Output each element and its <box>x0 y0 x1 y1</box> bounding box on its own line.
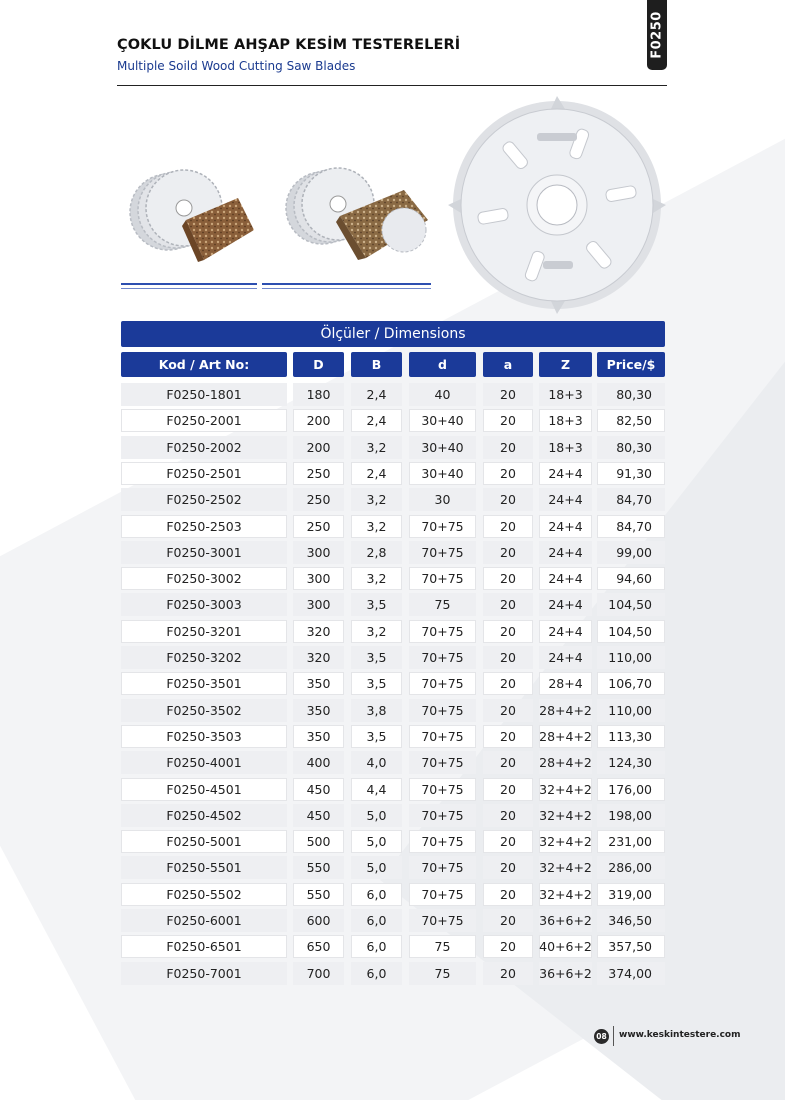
table-cell-z-teeth: 18+3 <box>539 436 592 459</box>
table-cell-d-bore: 70+75 <box>409 909 476 932</box>
table-cell-code: F0250-4501 <box>121 778 287 801</box>
page-number: 08 <box>594 1029 609 1044</box>
table-cell-d-bore: 70+75 <box>409 830 476 853</box>
table-cell-price: 104,50 <box>597 593 665 616</box>
column-header-a: a <box>483 352 533 377</box>
table-cell-d-outer: 300 <box>293 541 344 564</box>
table-cell-code: F0250-5502 <box>121 883 287 906</box>
table-cell-a: 20 <box>483 462 533 485</box>
table-cell-b-thickness: 2,4 <box>351 462 402 485</box>
table-cell-price: 231,00 <box>597 830 665 853</box>
table-cell-price: 104,50 <box>597 620 665 643</box>
table-cell-d-outer: 300 <box>293 567 344 590</box>
product-image-saw-stack-2 <box>278 150 433 265</box>
column-header-price: Price/$ <box>597 352 665 377</box>
table-cell-a: 20 <box>483 515 533 538</box>
dimensions-banner: Ölçüler / Dimensions <box>121 321 665 347</box>
table-cell-price: 124,30 <box>597 751 665 774</box>
table-cell-z-teeth: 32+4+2 <box>539 883 592 906</box>
table-cell-d-outer: 700 <box>293 962 344 985</box>
table-cell-a: 20 <box>483 620 533 643</box>
table-cell-d-bore: 70+75 <box>409 672 476 695</box>
table-cell-price: 91,30 <box>597 462 665 485</box>
table-cell-a: 20 <box>483 593 533 616</box>
table-cell-code: F0250-3501 <box>121 672 287 695</box>
table-cell-price: 110,00 <box>597 699 665 722</box>
table-cell-b-thickness: 6,0 <box>351 883 402 906</box>
table-cell-code: F0250-3003 <box>121 593 287 616</box>
table-cell-z-teeth: 28+4+2 <box>539 751 592 774</box>
table-cell-a: 20 <box>483 883 533 906</box>
table-cell-z-teeth: 24+4 <box>539 620 592 643</box>
table-cell-b-thickness: 3,5 <box>351 725 402 748</box>
table-cell-d-outer: 320 <box>293 620 344 643</box>
table-cell-z-teeth: 28+4 <box>539 672 592 695</box>
table-cell-price: 198,00 <box>597 804 665 827</box>
table-cell-d-bore: 75 <box>409 962 476 985</box>
table-cell-d-bore: 30+40 <box>409 462 476 485</box>
table-cell-z-teeth: 24+4 <box>539 462 592 485</box>
table-cell-d-bore: 70+75 <box>409 646 476 669</box>
table-cell-code: F0250-3202 <box>121 646 287 669</box>
table-cell-b-thickness: 6,0 <box>351 962 402 985</box>
table-cell-z-teeth: 24+4 <box>539 488 592 511</box>
table-cell-code: F0250-7001 <box>121 962 287 985</box>
table-cell-b-thickness: 3,5 <box>351 593 402 616</box>
table-cell-b-thickness: 3,2 <box>351 488 402 511</box>
table-cell-a: 20 <box>483 567 533 590</box>
table-cell-b-thickness: 3,8 <box>351 699 402 722</box>
table-cell-code: F0250-3201 <box>121 620 287 643</box>
table-cell-z-teeth: 24+4 <box>539 567 592 590</box>
table-cell-a: 20 <box>483 935 533 958</box>
table-cell-z-teeth: 40+6+2 <box>539 935 592 958</box>
table-cell-code: F0250-2503 <box>121 515 287 538</box>
header-divider <box>117 85 667 86</box>
table-cell-code: F0250-2001 <box>121 409 287 432</box>
column-header-d-bore: d <box>409 352 476 377</box>
product-code: F0250 <box>649 11 665 59</box>
table-cell-price: 80,30 <box>597 383 665 406</box>
table-cell-b-thickness: 3,5 <box>351 672 402 695</box>
table-cell-d-bore: 70+75 <box>409 725 476 748</box>
table-cell-z-teeth: 24+4 <box>539 515 592 538</box>
page-title: ÇOKLU DİLME AHŞAP KESİM TESTERELERİ <box>117 37 461 53</box>
table-cell-b-thickness: 6,0 <box>351 935 402 958</box>
table-cell-b-thickness: 6,0 <box>351 909 402 932</box>
image-underline <box>121 283 257 285</box>
table-cell-price: 84,70 <box>597 515 665 538</box>
table-cell-d-bore: 70+75 <box>409 778 476 801</box>
table-cell-a: 20 <box>483 725 533 748</box>
table-cell-price: 84,70 <box>597 488 665 511</box>
table-cell-d-outer: 200 <box>293 436 344 459</box>
table-cell-a: 20 <box>483 383 533 406</box>
table-cell-d-bore: 70+75 <box>409 567 476 590</box>
table-cell-code: F0250-1801 <box>121 383 287 406</box>
table-cell-code: F0250-2502 <box>121 488 287 511</box>
table-cell-b-thickness: 2,4 <box>351 409 402 432</box>
table-cell-price: 94,60 <box>597 567 665 590</box>
table-cell-a: 20 <box>483 804 533 827</box>
table-cell-d-outer: 350 <box>293 672 344 695</box>
table-cell-d-outer: 450 <box>293 778 344 801</box>
table-cell-z-teeth: 36+6+2 <box>539 962 592 985</box>
table-cell-price: 110,00 <box>597 646 665 669</box>
table-cell-z-teeth: 32+4+2 <box>539 856 592 879</box>
table-cell-price: 82,50 <box>597 409 665 432</box>
page-subtitle: Multiple Soild Wood Cutting Saw Blades <box>117 59 356 73</box>
table-cell-code: F0250-3002 <box>121 567 287 590</box>
table-cell-price: 106,70 <box>597 672 665 695</box>
table-cell-d-outer: 200 <box>293 409 344 432</box>
column-header-z-teeth: Z <box>539 352 592 377</box>
table-cell-d-bore: 75 <box>409 935 476 958</box>
table-cell-z-teeth: 24+4 <box>539 593 592 616</box>
table-cell-a: 20 <box>483 962 533 985</box>
column-header-code: Kod / Art No: <box>121 352 287 377</box>
table-cell-a: 20 <box>483 778 533 801</box>
table-cell-price: 346,50 <box>597 909 665 932</box>
table-cell-d-outer: 300 <box>293 593 344 616</box>
table-cell-b-thickness: 3,2 <box>351 515 402 538</box>
table-cell-code: F0250-3502 <box>121 699 287 722</box>
table-cell-z-teeth: 32+4+2 <box>539 830 592 853</box>
table-cell-d-bore: 70+75 <box>409 751 476 774</box>
table-cell-d-outer: 650 <box>293 935 344 958</box>
table-cell-b-thickness: 4,4 <box>351 778 402 801</box>
table-cell-d-bore: 30 <box>409 488 476 511</box>
table-cell-code: F0250-4502 <box>121 804 287 827</box>
table-cell-d-bore: 70+75 <box>409 856 476 879</box>
table-cell-d-outer: 250 <box>293 462 344 485</box>
table-cell-a: 20 <box>483 856 533 879</box>
product-image-single-blade <box>448 96 666 314</box>
table-cell-z-teeth: 28+4+2 <box>539 699 592 722</box>
table-cell-d-bore: 70+75 <box>409 620 476 643</box>
column-header-b-thickness: B <box>351 352 402 377</box>
table-cell-z-teeth: 18+3 <box>539 383 592 406</box>
table-cell-d-outer: 500 <box>293 830 344 853</box>
table-cell-d-outer: 550 <box>293 856 344 879</box>
product-code-tab <box>647 0 667 70</box>
table-cell-d-outer: 400 <box>293 751 344 774</box>
table-cell-b-thickness: 4,0 <box>351 751 402 774</box>
table-cell-b-thickness: 5,0 <box>351 830 402 853</box>
table-cell-z-teeth: 32+4+2 <box>539 804 592 827</box>
table-cell-code: F0250-5501 <box>121 856 287 879</box>
table-cell-d-bore: 70+75 <box>409 541 476 564</box>
table-cell-price: 176,00 <box>597 778 665 801</box>
product-image-saw-stack-1 <box>120 150 260 265</box>
table-cell-d-outer: 180 <box>293 383 344 406</box>
image-underline <box>262 288 431 289</box>
table-cell-d-outer: 320 <box>293 646 344 669</box>
table-cell-d-outer: 600 <box>293 909 344 932</box>
table-cell-code: F0250-3001 <box>121 541 287 564</box>
table-cell-code: F0250-4001 <box>121 751 287 774</box>
table-cell-d-bore: 70+75 <box>409 699 476 722</box>
table-cell-d-outer: 350 <box>293 699 344 722</box>
table-cell-d-outer: 450 <box>293 804 344 827</box>
table-cell-d-outer: 550 <box>293 883 344 906</box>
table-cell-z-teeth: 36+6+2 <box>539 909 592 932</box>
image-underline <box>121 288 257 289</box>
footer-divider <box>613 1026 614 1046</box>
table-cell-b-thickness: 3,2 <box>351 436 402 459</box>
table-cell-price: 374,00 <box>597 962 665 985</box>
table-cell-a: 20 <box>483 436 533 459</box>
table-cell-a: 20 <box>483 488 533 511</box>
table-cell-price: 286,00 <box>597 856 665 879</box>
table-cell-b-thickness: 5,0 <box>351 804 402 827</box>
table-cell-b-thickness: 3,2 <box>351 567 402 590</box>
table-cell-b-thickness: 3,5 <box>351 646 402 669</box>
table-cell-b-thickness: 5,0 <box>351 856 402 879</box>
table-cell-a: 20 <box>483 909 533 932</box>
table-cell-code: F0250-3503 <box>121 725 287 748</box>
table-cell-a: 20 <box>483 830 533 853</box>
table-cell-code: F0250-6501 <box>121 935 287 958</box>
table-cell-d-bore: 30+40 <box>409 409 476 432</box>
table-cell-d-bore: 30+40 <box>409 436 476 459</box>
website-link[interactable]: www.keskintestere.com <box>619 1030 741 1040</box>
table-cell-price: 319,00 <box>597 883 665 906</box>
table-cell-b-thickness: 2,4 <box>351 383 402 406</box>
table-cell-d-outer: 250 <box>293 515 344 538</box>
table-cell-code: F0250-2002 <box>121 436 287 459</box>
column-header-d-outer: D <box>293 352 344 377</box>
table-cell-z-teeth: 24+4 <box>539 646 592 669</box>
table-cell-d-bore: 40 <box>409 383 476 406</box>
table-cell-b-thickness: 3,2 <box>351 620 402 643</box>
image-underline <box>262 283 431 285</box>
table-cell-a: 20 <box>483 672 533 695</box>
table-cell-code: F0250-5001 <box>121 830 287 853</box>
table-cell-d-outer: 350 <box>293 725 344 748</box>
table-cell-code: F0250-2501 <box>121 462 287 485</box>
table-cell-a: 20 <box>483 409 533 432</box>
table-cell-a: 20 <box>483 541 533 564</box>
table-cell-a: 20 <box>483 646 533 669</box>
table-cell-z-teeth: 32+4+2 <box>539 778 592 801</box>
table-cell-d-outer: 250 <box>293 488 344 511</box>
table-cell-d-bore: 75 <box>409 593 476 616</box>
table-cell-a: 20 <box>483 751 533 774</box>
table-cell-price: 80,30 <box>597 436 665 459</box>
table-cell-d-bore: 70+75 <box>409 804 476 827</box>
table-cell-price: 99,00 <box>597 541 665 564</box>
table-cell-price: 357,50 <box>597 935 665 958</box>
table-cell-price: 113,30 <box>597 725 665 748</box>
table-cell-a: 20 <box>483 699 533 722</box>
table-cell-d-bore: 70+75 <box>409 883 476 906</box>
table-cell-z-teeth: 18+3 <box>539 409 592 432</box>
table-cell-z-teeth: 28+4+2 <box>539 725 592 748</box>
table-cell-code: F0250-6001 <box>121 909 287 932</box>
table-cell-b-thickness: 2,8 <box>351 541 402 564</box>
table-cell-d-bore: 70+75 <box>409 515 476 538</box>
table-cell-z-teeth: 24+4 <box>539 541 592 564</box>
